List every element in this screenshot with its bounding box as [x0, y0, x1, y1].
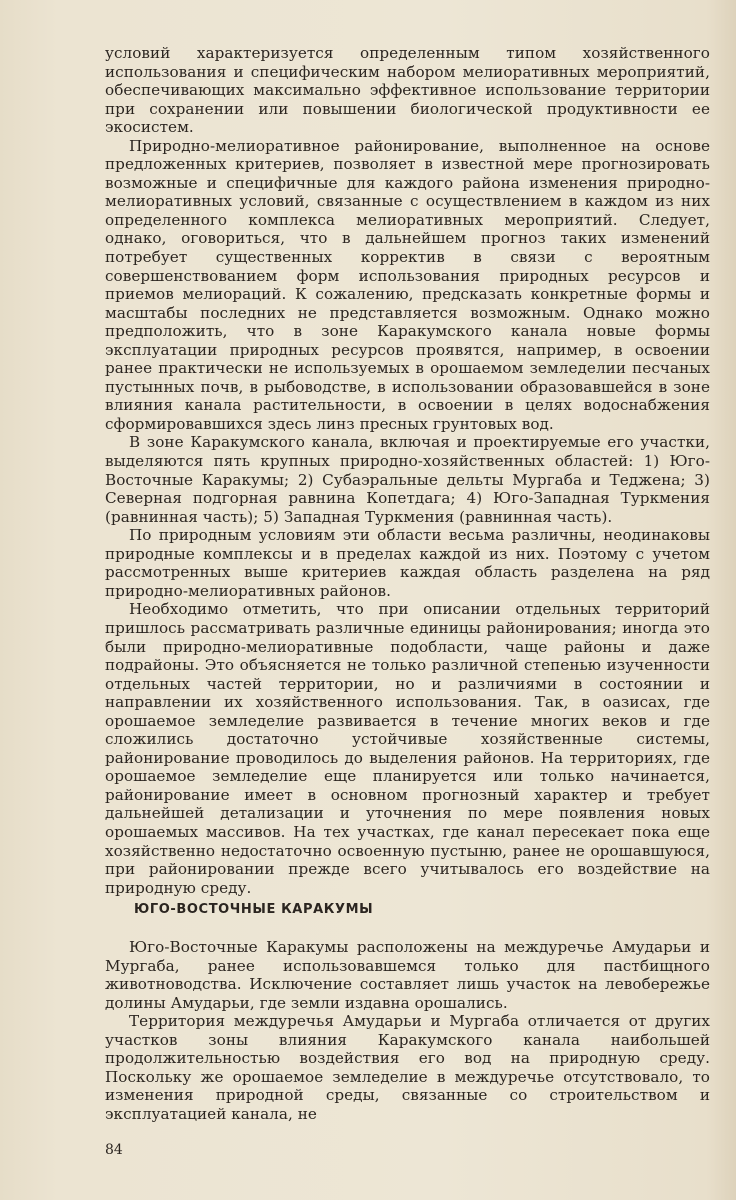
- paragraph: В зоне Каракумского канала, включая и проектируемые его участки, выделяются пять крупных природно-хозяйственных областей: 1) Юго-Восточные Каракумы; 2) Субаэральные дельты Мургаба и Теджена; 3) Северная подгорная равнина Копетдага; 4) Юго-Западная Туркмения (равнинная часть); 5) Западная Туркмения (равнинная часть).: [105, 433, 710, 526]
- paragraph: Необходимо отметить, что при описании отдельных территорий пришлось рассматривать различные единицы районирования; иногда это были природно-мелиоративные подобласти, чаще районы и даже подрайоны. Это объясняется не только различной степенью изученности отдельных частей территории, но и различиями в состоянии и направлении их хозяйственного использования. Так, в оазисах, где орошаемое земледелие развивается в течение многих веков и где сложились достаточно устойчивые хозяйственные системы, районирование проводилось до выделения районов. На территориях, где орошаемое земледелие еще планируется или только начинается, районирование имеет в основном прогнозный характер и требует дальнейшей детализации и уточнения по мере появления новых орошаемых массивов. На тех участках, где канал пересекает пока еще хозяйственно недостаточно освоенную пустыню, ранее не орошавшуюся, при районировании прежде всего учитывалось его воздействие на природную среду.: [105, 600, 710, 897]
- section-heading: ЮГО-ВОСТОЧНЫЕ КАРАКУМЫ: [134, 902, 374, 917]
- body-text-top: [105, 44, 710, 897]
- page-number: 84: [105, 1142, 123, 1158]
- paragraph: Юго-Восточные Каракумы расположены на междуречье Амударьи и Мургаба, ранее использовавшемся только для пастбищного животноводства. Исключение составляет лишь участок на левобережье долины Амударьи, где земли издавна орошались.: [105, 938, 710, 1012]
- paragraph-continued: условий характеризуется определенным типом хозяйственного использования и специфическим набором мелиоративных мероприятий, обеспечивающих максимально эффективное использование территории при сохранении или повышении биологической продуктивности ее экосистем.: [105, 44, 710, 137]
- paragraph: По природным условиям эти области весьма различны, неодинаковы природные комплексы и в пределах каждой из них. Поэтому с учетом рассмотренных выше критериев каждая область разделена на ряд природно-мелиоративных районов.: [105, 526, 710, 600]
- paragraph: Территория междуречья Амударьи и Мургаба отличается от других участков зоны влияния Каракумского канала наибольшей продолжительностью воздействия его вод на природную среду. Поскольку же орошаемое земледелие в междуречье отсутствовало, то изменения природной среды, связанные со строительством и эксплуатацией канала, не: [105, 1012, 710, 1123]
- paragraph: Природно-мелиоративное районирование, выполненное на основе предложенных критериев, позволяет в известной мере прогнозировать возможные и специфичные для каждого района изменения природно-мелиоративных условий, связанные с осуществлением в каждом из них определенного комплекса мелиоративных мероприятий. Следует, однако, оговориться, что в дальнейшем прогноз таких изменений потребует существенных корректив в связи с вероятным совершенствованием форм использования природных ресурсов и приемов мелиораций. К сожалению, предсказать конкретные формы и масштабы последних не представляется возможным. Однако можно предположить, что в зоне Каракумского канала новые формы эксплуатации природных ресурсов проявятся, например, в освоении ранее практически не используемых в орошаемом земледелии песчаных пустынных почв, в рыбоводстве, в использовании образовавшейся в зоне влияния канала растительности, в освоении в целях водоснабжения сформировавшихся здесь линз пресных грунтовых вод.: [105, 136, 710, 433]
- body-text-bottom: [105, 938, 710, 1123]
